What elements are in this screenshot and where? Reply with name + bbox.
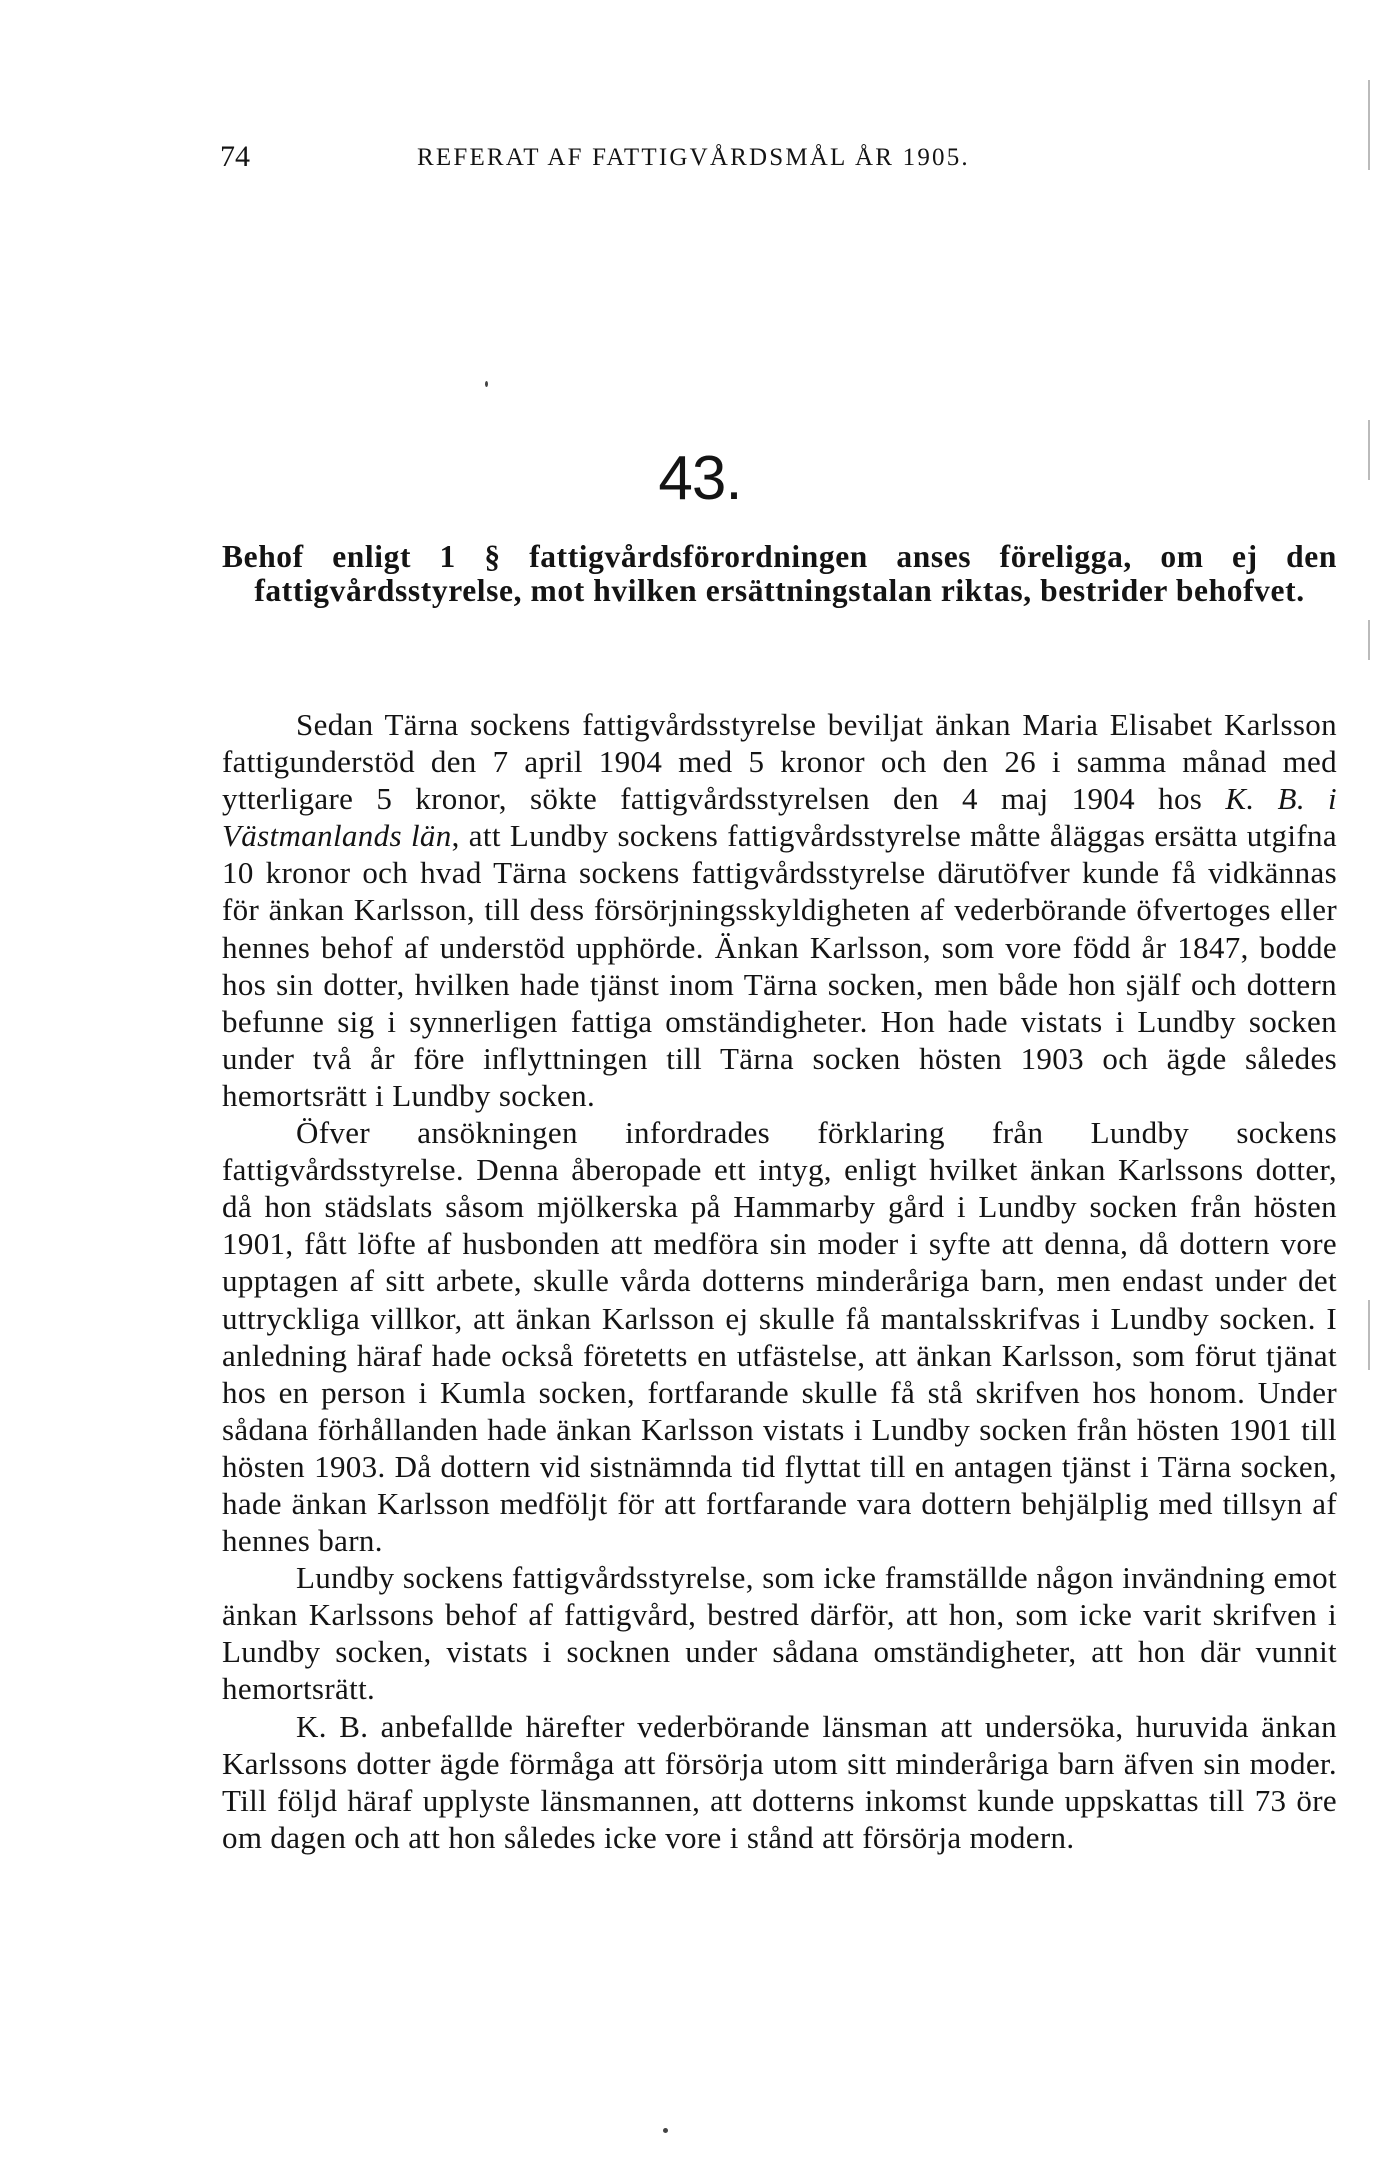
running-title: REFERAT AF FATTIGVÅRDSMÅL ÅR 1905. [417,144,970,171]
paragraph-2: Öfver ansökningen infordrades förklaring från Lundby sockens fattigvårdsstyrelse. Denna åberopade ett intyg, enligt hvilket änkan Karlssons dotter, då hon städslats såsom mjölkerska på Hammarby gård i Lundby socken från hösten 1901, fått löfte af husbonden att medföra sin moder i syfte att denna, då dottern vore upptagen af sitt arbete, skulle vårda dotterns minderåriga barn, men endast under det uttryckliga villkor, att änkan Karlsson ej skulle få mantalsskrifvas i Lundby socken. I anledning häraf hade också företetts en utfästelse, att änkan Karlsson, som förut tjänat hos en person i Kumla socken, fortfarande skulle få stå skrifven hos honom. Under sådana förhållanden hade änkan Karlsson vistats i Lundby socken från hösten 1901 till hösten 1903. Då dottern vid sistnämnda tid flyttat till en antagen tjänst i Tärna socken, hade änkan Karlsson medföljt för att fortfarande vara dottern behjälplig med tillsyn af hennes barn. [222,1115,1337,1559]
section-number: 43. [658,444,742,513]
scan-edge-mark [1368,620,1370,660]
scan-edge-mark [1368,80,1370,170]
scan-edge-mark [1368,1300,1370,1370]
agency-reference: K. B. i Västmanlands län [222,781,1337,854]
paragraph-3: Lundby sockens fattigvårdsstyrelse, som icke framställde någon invändning emot änkan Karlssons behof af fattigvård, bestred därför, att hon, som icke varit skrifven i Lundby socken, vistats i socknen under sådana omständigheter, att hon där vunnit hemortsrätt. [222,1560,1337,1707]
body-text [222,706,1337,1856]
section-heading: Behof enligt 1 § fattigvårdsförordningen anses föreligga, om ej den fattigvårdsstyrelse, mot hvilken ersättningstalan riktas, bestrider behofvet. [222,539,1337,608]
scan-edge-mark [1368,420,1370,480]
running-head [220,140,1340,180]
paragraph-1-end: , att Lundby sockens fattigvårdsstyrelse måtte åläggas ersätta utgifna 10 kronor och hvad Tärna sockens fattigvårdsstyrelse därutöfver kunde få vidkännas för änkan Karlsson, till dess försörjningsskyldigheten af vederbörande öfvertoges eller hennes behof af understöd upphörde. Änkan Karlsson, som vore född år 1847, bodde hos sin dotter, hvilken hade tjänst inom Tärna socken, men både hon själf och dottern befunne sig i synnerligen fattiga omständigheter. Hon hade vistats i Lundby socken under två år före inflyttningen till Tärna socken hösten 1903 och ägde således hemortsrätt i Lundby socken. [222,818,1338,1113]
page-number: 74 [220,140,250,173]
paragraph-4: K. B. anbefallde härefter vederbörande länsman att undersöka, huruvida änkan Karlssons dotter ägde förmåga att försörja utom sitt minderåriga barn äfven sin moder. Till följd häraf upplyste länsmannen, att dotterns inkomst kunde uppskattas till 73 öre om dagen och att hon således icke vore i stånd att försörja modern. [222,1708,1337,1855]
paragraph-1-start: Sedan Tärna sockens fattigvårdsstyrelse beviljat änkan Maria Elisabet Karlsson fattigunderstöd den 7 april 1904 med 5 kronor och den 26 i samma månad med ytterligare 5 kronor, sökte fattigvårdsstyrelsen den 4 maj 1904 hos [222,707,1337,817]
scan-speck [663,2128,668,2133]
paragraph-1 [222,706,1337,1114]
scan-speck [485,381,488,387]
